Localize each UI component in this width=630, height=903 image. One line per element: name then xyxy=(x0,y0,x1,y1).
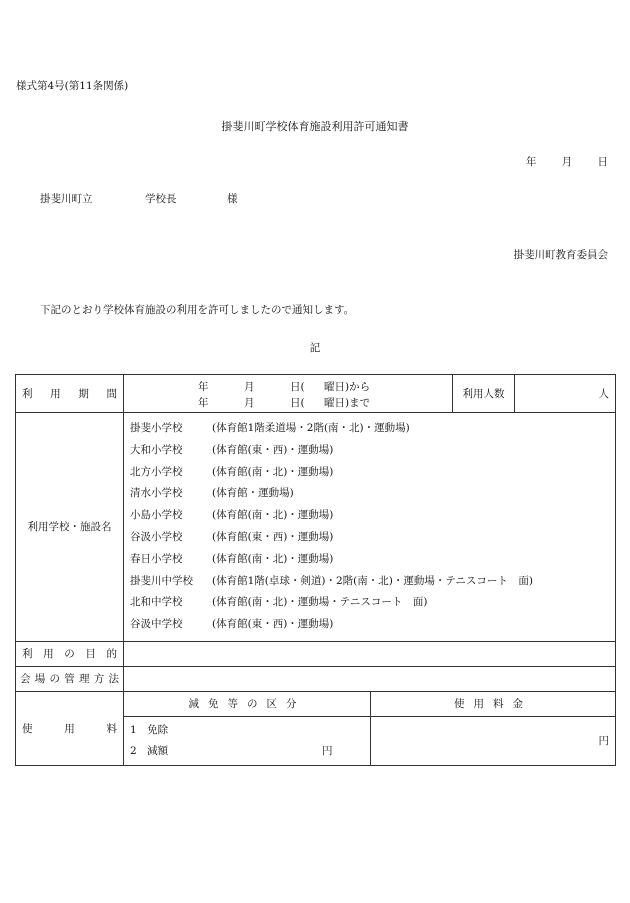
purpose-row xyxy=(16,641,616,666)
addressee-prefix: 掛斐川町立 xyxy=(40,193,93,205)
facility-item[interactable]: 掛斐小学校 (体育館1階柔道場・2階(南・北)・運動場) xyxy=(130,422,410,434)
date-month: 月 xyxy=(561,156,573,168)
facilities-list xyxy=(124,413,616,642)
facility-item[interactable]: 谷汲小学校 (体育館(東・西)・運動場) xyxy=(130,530,334,543)
count-label: 利用人数 xyxy=(453,375,515,413)
period-row xyxy=(16,375,616,413)
fee-category-header: 減免等の区分 xyxy=(124,691,371,716)
permit-table xyxy=(15,374,616,766)
fee-label: 使 用 料 xyxy=(16,691,124,765)
period-value[interactable] xyxy=(124,375,453,413)
period-to: 年 月 日( 曜日)まで xyxy=(198,397,371,409)
facility-item[interactable]: 北方小学校 (体育館(南・北)・運動場) xyxy=(130,465,334,478)
management-label: 会 場 の 管 理 方 法 xyxy=(16,666,124,691)
count-value[interactable]: 人 xyxy=(515,375,616,413)
management-value[interactable] xyxy=(124,666,616,691)
date-year: 年 xyxy=(525,156,537,168)
fee-amount-header: 使用料金 xyxy=(371,691,616,716)
period-label: 利 用 期 間 xyxy=(16,375,124,413)
addressee xyxy=(40,191,238,206)
facility-item[interactable]: 掛斐川中学校 (体育館1階(卓球・剣道)・2階(南・北)・運動場・テニスコート 面) xyxy=(130,574,534,587)
facility-item[interactable]: 清水小学校 (体育館・運動場) xyxy=(130,487,294,500)
facilities-label: 利用学校・施設名 xyxy=(16,413,124,642)
date-line xyxy=(504,154,608,169)
management-row xyxy=(16,666,616,691)
document-title: 掛斐川町学校体育施設利用許可通知書 xyxy=(221,120,409,133)
body-text: 下記のとおり学校体育施設の利用を許可しましたので通知します。 xyxy=(40,304,355,316)
period-from: 年 月 日( 曜日)から xyxy=(198,381,371,393)
facility-item[interactable]: 北和中学校 (体育館(南・北)・運動場・テニスコート 面) xyxy=(130,596,428,609)
purpose-value[interactable] xyxy=(124,641,616,666)
purpose-label: 利 用 の 目 的 xyxy=(16,641,124,666)
facility-item[interactable]: 春日小学校 (体育館(南・北)・運動場) xyxy=(130,552,334,565)
fee-amount-value[interactable]: 円 xyxy=(371,716,616,765)
addressee-school: 学校長 xyxy=(145,193,177,205)
fee-option-exempt[interactable]: 1 免除 xyxy=(130,723,169,736)
facility-item[interactable]: 谷汲中学校 (体育館(東・西)・運動場) xyxy=(130,618,334,631)
ki-heading: 記 xyxy=(309,342,321,354)
facilities-row xyxy=(16,413,616,642)
date-day: 日 xyxy=(597,156,608,168)
facility-item[interactable]: 大和小学校 (体育館(東・西)・運動場) xyxy=(130,443,334,456)
form-number: 様式第4号(第11条関係) xyxy=(16,80,129,92)
issuer: 掛斐川町教育委員会 xyxy=(513,249,608,261)
fee-option-reduce[interactable]: 2 減額 円 xyxy=(130,741,364,762)
fee-option-reduce-unit: 円 xyxy=(322,744,333,757)
fee-options xyxy=(124,716,371,765)
addressee-honorific: 様 xyxy=(227,193,238,205)
facility-item[interactable]: 小島小学校 (体育館(南・北)・運動場) xyxy=(130,509,334,522)
fee-header-row xyxy=(16,691,616,716)
